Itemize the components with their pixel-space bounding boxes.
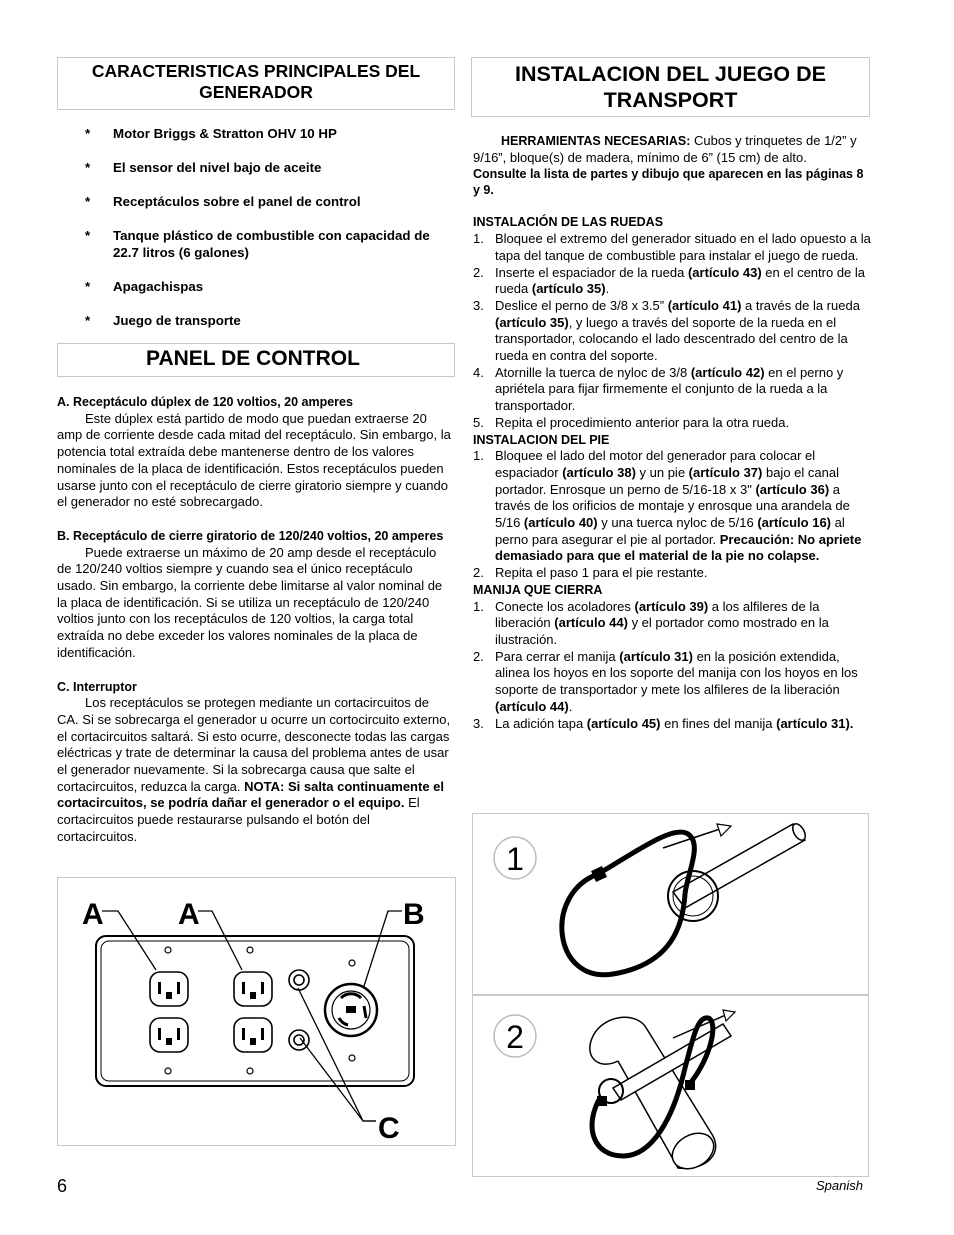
bullet-star: * (85, 126, 91, 141)
features-list-wrap (57, 125, 455, 346)
step-text: Conecte los acoladores (artículo 39) a los alfileres de la liberación (artículo 44) y el portador como mostrado en la ilustración. (495, 598, 829, 647)
features-title: CARACTERISTICAS PRINCIPALES DEL GENERADOR (91, 61, 421, 102)
step-number: 5. (473, 414, 484, 430)
wheels-title: INSTALACIÓN DE LAS RUEDAS (473, 215, 664, 230)
figure-2-number: 2 (506, 1019, 524, 1055)
language-label: Spanish (816, 1178, 863, 1193)
wheels-steps (473, 231, 871, 431)
consult-note: Consulte la lista de partes y dibujo que aparecen en las páginas 8 y 9. (473, 167, 864, 198)
step-number: 2. (473, 648, 484, 664)
step-text: Atornille la tuerca de nyloc de 3/8 (artículo 42) en el perno y apriétela para fijar firmemente el conjunto de la rueda a la transportador. (495, 364, 844, 414)
feature-item (57, 278, 455, 295)
label-a2: A (178, 898, 200, 931)
control-panel-figure (57, 877, 456, 1146)
label-a1: A (82, 898, 104, 931)
feature-text: Motor Briggs & Stratton OHV 10 HP (113, 126, 337, 141)
step-text: Deslice el perno de 3/8 x 3.5” (artículo 41) a través de la rueda (artículo 35), y luego a través del soporte de la rueda en el transportador, colocando el lado descentrado del centro de la rueda en contra del soporte. (495, 297, 860, 364)
handle-step (473, 649, 871, 716)
handle-steps (473, 599, 871, 733)
pin-lanyard-illustration-2 (473, 996, 868, 1176)
section-c-body: Los receptáculos se protegen mediante un cortacircuitos de CA. Si se sobrecarga el generador u ocurre un cortocircuito externo, el cortacircuitos saltará. Si esto ocurre, desconecte todas las cargas eléctricas y trate de determinar la causa del problema antes de usar el generador nuevamente. Si la sobrecarga causa que salte el cortacircuitos, reduzca la carga. NOTA: Si salta continuamente el cortacircuitos, se podría dañar el generador o el equipo. El cortacircuitos puede restaurarse pulsando el botón del cortacircuitos. (57, 695, 451, 844)
step-number: 3. (473, 715, 484, 731)
figure-2 (472, 995, 869, 1177)
install-title: INSTALACION DEL JUEGO DE TRANSPORT (515, 62, 826, 112)
feature-item (57, 193, 455, 210)
feature-item (57, 159, 455, 176)
label-b: B (403, 898, 425, 931)
feature-item (57, 227, 455, 261)
bullet-star: * (85, 194, 91, 209)
wheels-step (473, 298, 871, 365)
install-title-box (471, 57, 870, 117)
feature-text: El sensor del nivel bajo de aceite (113, 160, 322, 175)
feature-text: Receptáculos sobre el panel de control (113, 194, 361, 209)
feature-text: Juego de transporte (113, 313, 241, 328)
foot-step (473, 565, 871, 582)
wheels-step (473, 231, 871, 264)
tools-label: HERRAMIENTAS NECESARIAS: (501, 134, 691, 148)
section-c-note: NOTA: Si salta continuamente el cortacircuitos, se podría dañar el generador o el equipo. (57, 778, 445, 811)
step-text: Repita el procedimiento anterior para la otra rueda. (495, 414, 790, 430)
section-c-title: C. Interruptor (57, 679, 137, 694)
pin-lanyard-illustration-1 (473, 814, 868, 994)
feature-text: Tanque plástico de combustible con capacidad de 22.7 litros (6 galones) (113, 228, 430, 260)
foot-steps (473, 448, 871, 582)
page-number: 6 (57, 1176, 68, 1196)
panel-title: PANEL DE CONTROL (146, 347, 360, 370)
foot-step (473, 448, 871, 565)
step-number: 3. (473, 297, 484, 313)
handle-step (473, 716, 871, 733)
step-number: 2. (473, 565, 484, 581)
step-number: 1. (473, 448, 484, 464)
feature-item (57, 312, 455, 329)
step-number: 1. (473, 598, 484, 614)
features-list (57, 125, 455, 329)
feature-text: Apagachispas (113, 279, 204, 294)
label-c: C (378, 1112, 400, 1145)
step-number: 4. (473, 364, 484, 380)
step-number: 1. (473, 231, 484, 247)
figure-1-number: 1 (506, 841, 524, 877)
step-text: Bloquee el lado del motor del generador para colocar el espaciador (artículo 38) y un pie (artículo 37) bajo el canal portador. Enrosque un perno de 5/16-18 x 3" (artículo 36) a través de los orificios de montaje y enrosque una arandela de 5/16 (artículo 40) y una tuerca nyloc de 5/16 (artículo 16) al perno para asegurar el pie al portador. Precaución: No apriete demasiado para que el material de la pie no colapse. (495, 448, 862, 564)
step-text: Para cerrar el manija (artículo 31) en la posición extendida, alinea los hoyos en los soporte del manija con los hoyos en los soporte de transportador y mete los alfileres de la liberación (artículo 44). (495, 648, 858, 714)
wheels-step (473, 265, 871, 298)
bullet-star: * (85, 279, 91, 294)
section-a-title: A. Receptáculo dúplex de 120 voltios, 20 amperes (57, 395, 353, 409)
section-a-body: Este dúplex está partido de modo que puedan extraerse 20 amp de corriente desde cada mitad del receptáculo. Sin embargo, la potencia total extraída debe mantenerse dentro de los valores nominales de la placa de identificación. Estos receptáculos pueden usarse junto con el receptáculo de cierre giratorio siempre y cuando el generador no esté sobrecargado. (57, 410, 451, 510)
install-body (473, 133, 871, 732)
panel-sections (57, 394, 452, 846)
panel-title-box (57, 343, 455, 377)
wheels-step (473, 415, 871, 432)
bullet-star: * (85, 228, 91, 243)
control-panel-diagram (58, 878, 455, 1145)
figure-1 (472, 813, 869, 995)
feature-item (57, 125, 455, 142)
step-text: Inserte el espaciador de la rueda (artículo 43) en el centro de la rueda (artículo 35). (495, 264, 866, 297)
bullet-star: * (85, 313, 91, 328)
step-number: 2. (473, 264, 484, 280)
bullet-star: * (85, 160, 91, 175)
wheels-step (473, 365, 871, 415)
step-text: La adición tapa (artículo 45) en fines del manija (artículo 31). (495, 715, 854, 731)
handle-step (473, 599, 871, 649)
section-b-title: B. Receptáculo de cierre giratorio de 120/240 voltios, 20 amperes (57, 528, 444, 543)
section-b-body: Puede extraerse un máximo de 20 amp desde el receptáculo de 120/240 voltios siempre y cuando sea el único receptáculo usado. Sin embargo, la corriente debe limitarse al valor nominal de la placa de identificación. Si se utiliza un receptáculo de 120/240 voltios junto con los receptáculos de 120 voltios, la carga total extraída no debe exceder los valores nominales de la placa de identificación. (57, 544, 443, 660)
tools-text: Cubos y trinquetes de 1/2” y 9/16”, bloque(s) de madera, mínimo de 6” (15 cm) de alto. (473, 133, 857, 165)
foot-title: INSTALACION DEL PIE (473, 432, 610, 447)
features-title-box (57, 57, 455, 110)
step-text: Repita el paso 1 para el pie restante. (495, 565, 708, 581)
step-text: Bloquee el extremo del generador situado en el lado opuesto a la tapa del tanque de combustible para instalar el juego de rueda. (495, 231, 871, 263)
handle-title: MANIJA QUE CIERRA (473, 582, 603, 597)
